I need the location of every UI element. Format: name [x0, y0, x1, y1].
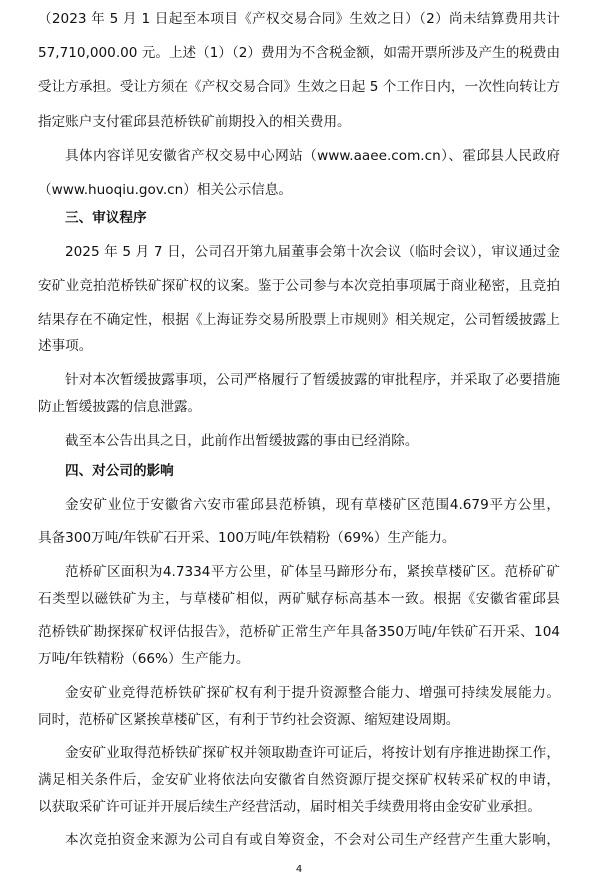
paragraph-line: 范桥铁矿勘探探矿权评估报告》，范桥矿正常生产年具备350万吨/年铁矿石开采、104	[38, 624, 560, 640]
page-number: 4	[295, 864, 303, 875]
paragraph-line: 万吨/年铁精粉（66%）生产能力。	[38, 651, 250, 667]
paragraph-line: 57,710,000.00 元。上述（1）（2）费用为不含税金额，如需开票所涉及产生的税费由	[38, 45, 561, 61]
paragraph-line: 截至本公告出具之日，此前作出暂缓披露的事由已经消除。	[65, 433, 419, 449]
paragraph-line: 金安矿业位于安徽省六安市霍邱县范桥镇，现有草楼矿区范围4.679平方公里，	[65, 497, 560, 513]
paragraph-line: 金安矿业竞得范桥铁矿探矿权有利于提升资源整合能力、增强可持续发展能力。	[65, 685, 560, 701]
paragraph-line: （www.huoqiu.gov.cn）相关公示信息。	[38, 182, 293, 198]
paragraph-line: 安矿业竞拍范桥铁矿探矿权的议案。鉴于公司参与本次竞拍事项属于商业秘密，且竞拍	[38, 278, 560, 294]
paragraph-line: 具备300万吨/年铁矿石开采、100万吨/年铁精粉（69%）生产能力。	[38, 530, 456, 546]
paragraph-line: 2025 年 5 月 7 日，公司召开第九届董事会第十次会议（临时会议），审议通过金	[65, 244, 560, 260]
paragraph-line: 范桥矿区面积为4.7334平方公里，矿体呈马蹄形分布，紧挨草楼矿区。范桥矿矿	[65, 564, 560, 580]
paragraph-line: 受让方承担。受让方须在《产权交易合同》生效之日起 5 个工作日内，一次性向转让方	[38, 79, 560, 95]
paragraph-line: 结果存在不确定性，根据《上海证券交易所股票上市规则》相关规定，公司暂缓披露上	[38, 312, 560, 328]
paragraph-line: （2023 年 5 月 1 日起至本项目《产权交易合同》生效之日）（2）尚未结算费用共计	[38, 11, 560, 27]
paragraph-line: 防止暂缓披露的信息泄露。	[38, 399, 202, 415]
paragraph-line: 具体内容详见安徽省产权交易中心网站（www.aaee.com.cn）、霍邱县人民政府	[65, 148, 560, 164]
paragraph-line: 以获取采矿许可证并开展后续生产经营活动，届时相关手续费用将由金安矿业承担。	[38, 799, 541, 815]
section-heading-review-procedure: 三、审议程序	[65, 210, 147, 226]
paragraph-line: 石类型以磁铁矿为主，与草楼矿相似，两矿赋存标高基本一致。根据《安徽省霍邱县	[38, 591, 560, 607]
section-heading-company-impact: 四、对公司的影响	[65, 463, 174, 479]
paragraph-line: 本次竞拍资金来源为公司自有或自筹资金，不会对公司生产经营产生重大影响，	[65, 832, 560, 848]
paragraph-line: 针对本次暂缓披露事项，公司严格履行了暂缓披露的审批程序，并采取了必要措施	[65, 372, 560, 388]
paragraph-line: 述事项。	[38, 338, 93, 354]
paragraph-line: 同时，范桥矿区紧挨草楼矿区，有利于节约社会资源、缩短建设周期。	[38, 712, 460, 728]
paragraph-line: 满足相关条件后，金安矿业将依法向安徽省自然资源厅提交探矿权转采矿权的申请，	[38, 772, 560, 788]
paragraph-line: 金安矿业取得范桥铁矿探矿权并领取勘查许可证后，将按计划有序推进勘探工作，	[65, 745, 560, 761]
paragraph-line: 指定账户支付霍邱县范桥铁矿前期投入的相关费用。	[38, 114, 351, 130]
